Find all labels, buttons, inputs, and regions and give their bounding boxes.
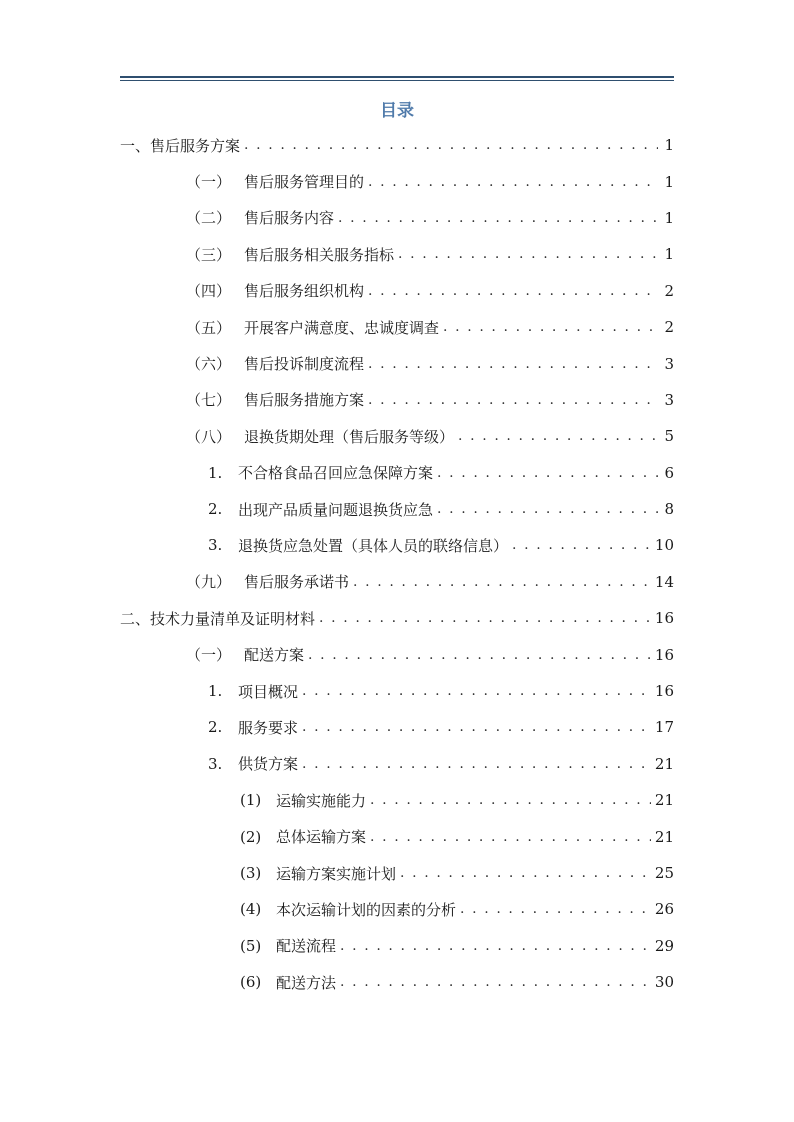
toc-entry[interactable] [120, 418, 674, 454]
toc-entry[interactable] [120, 818, 674, 854]
toc-title: 目录 [380, 101, 414, 121]
toc-entry-text: 供货方案 [238, 755, 299, 774]
toc-entry-number: 2. [208, 500, 223, 519]
toc-entry-page-number: 29 [654, 936, 674, 955]
toc-entry[interactable] [120, 855, 674, 891]
toc-entry-page-number: 25 [654, 864, 674, 882]
toc-leader-dots [443, 319, 658, 335]
table-of-contents [120, 127, 674, 1000]
toc-entry-page-number: 10 [654, 536, 674, 555]
toc-entry-text: 一、售后服务方案 [120, 136, 241, 155]
toc-entry-number: (5) [240, 936, 262, 955]
toc-entry[interactable] [120, 382, 674, 418]
toc-leader-dots [458, 428, 658, 444]
toc-entry[interactable] [120, 891, 674, 927]
toc-entry[interactable] [120, 564, 674, 600]
toc-entry-page-number: 1 [664, 172, 674, 191]
toc-entry-number: （七） [186, 391, 232, 410]
toc-leader-dots [398, 246, 658, 262]
toc-entry-page-number: 2 [664, 281, 674, 300]
toc-entry-number: （四） [186, 282, 232, 301]
toc-entry-number: （二） [186, 209, 232, 228]
header-rule-thick [120, 76, 674, 78]
toc-entry-page-number: 2 [664, 318, 674, 337]
toc-entry-page-number: 16 [654, 645, 674, 664]
toc-entry-number: (3) [240, 864, 262, 882]
toc-entry[interactable] [120, 636, 674, 672]
toc-leader-dots [512, 537, 651, 553]
toc-entry[interactable] [120, 309, 674, 345]
toc-entry-number: （八） [186, 427, 232, 446]
toc-entry-text: 售后服务承诺书 [244, 573, 350, 592]
toc-entry-text: 售后服务措施方案 [244, 391, 365, 410]
toc-entry-number: 3. [208, 754, 223, 773]
toc-entry-page-number: 21 [654, 754, 674, 773]
toc-entry-text: 出现产品质量问题退换货应急 [238, 500, 434, 519]
toc-entry[interactable] [120, 236, 674, 272]
toc-entry[interactable] [120, 600, 674, 636]
toc-entry-number: （一） [186, 173, 232, 192]
toc-entry-text: 运输方案实施计划 [276, 864, 397, 883]
toc-entry-page-number: 3 [664, 354, 674, 373]
toc-entry-text: 退换货应急处置（具体人员的联络信息） [238, 536, 509, 555]
toc-leader-dots [244, 137, 658, 153]
toc-entry[interactable] [120, 127, 674, 163]
toc-entry-text: 开展客户满意度、忠诚度调查 [244, 318, 440, 337]
toc-entry[interactable] [120, 709, 674, 745]
toc-entry[interactable] [120, 163, 674, 199]
toc-leader-dots [340, 974, 651, 990]
toc-entry[interactable] [120, 345, 674, 381]
toc-entry-page-number: 17 [654, 718, 674, 737]
toc-leader-dots [340, 938, 651, 954]
toc-entry-page-number: 14 [654, 572, 674, 591]
toc-entry[interactable] [120, 527, 674, 563]
toc-entry-number: (4) [240, 900, 262, 919]
toc-leader-dots [302, 683, 651, 699]
toc-entry-page-number: 16 [654, 609, 674, 628]
toc-entry-number: (6) [240, 973, 262, 992]
toc-entry-text: 运输实施能力 [276, 791, 367, 810]
toc-entry-page-number: 1 [664, 136, 674, 155]
toc-entry-number: 1. [208, 463, 223, 482]
toc-entry-page-number: 1 [664, 208, 674, 227]
toc-entry-text: 配送流程 [276, 937, 337, 956]
toc-entry-text: 本次运输计划的因素的分析 [276, 900, 457, 919]
toc-leader-dots [319, 610, 651, 626]
toc-entry-number: （一） [186, 646, 232, 665]
toc-leader-dots [338, 210, 658, 226]
toc-entry[interactable] [120, 491, 674, 527]
toc-entry-text: 总体运输方案 [276, 828, 367, 847]
toc-entry[interactable] [120, 273, 674, 309]
toc-entry-number: （六） [186, 355, 232, 374]
toc-leader-dots [400, 865, 651, 881]
toc-entry-number: 1. [208, 682, 223, 701]
toc-entry[interactable] [120, 455, 674, 491]
toc-leader-dots [353, 574, 651, 590]
toc-entry-page-number: 5 [664, 427, 674, 446]
toc-entry-text: 售后服务相关服务指标 [244, 245, 395, 264]
toc-entry-page-number: 21 [654, 791, 674, 810]
toc-entry-text: 售后服务管理目的 [244, 173, 365, 192]
header-rule-thin [120, 80, 674, 81]
toc-leader-dots [368, 283, 658, 299]
toc-entry-text: 配送方案 [244, 646, 305, 665]
toc-leader-dots [437, 465, 658, 481]
toc-entry-page-number: 6 [664, 463, 674, 482]
toc-entry-number: 2. [208, 718, 223, 737]
toc-leader-dots [368, 356, 658, 372]
toc-entry-number: (1) [240, 791, 262, 810]
toc-entry-text: 配送方法 [276, 973, 337, 992]
toc-entry-page-number: 30 [654, 973, 674, 992]
toc-entry-text: 退换货期处理（售后服务等级） [244, 427, 455, 446]
toc-leader-dots [437, 501, 658, 517]
toc-entry-page-number: 1 [664, 245, 674, 264]
toc-entry-page-number: 3 [664, 390, 674, 409]
toc-entry-text: 服务要求 [238, 718, 299, 737]
toc-entry-number: （五） [186, 318, 232, 337]
toc-entry-page-number: 8 [664, 500, 674, 519]
toc-entry-text: 售后投诉制度流程 [244, 355, 365, 374]
toc-entry-text: 售后服务内容 [244, 209, 335, 228]
toc-entry-text: 不合格食品召回应急保障方案 [238, 464, 434, 483]
toc-entry-number: 3. [208, 536, 223, 555]
toc-entry-text: 售后服务组织机构 [244, 282, 365, 301]
toc-leader-dots [368, 174, 658, 190]
toc-leader-dots [370, 792, 651, 808]
toc-entry[interactable] [120, 928, 674, 964]
toc-entry-page-number: 26 [654, 900, 674, 919]
toc-entry[interactable] [120, 964, 674, 1000]
toc-entry[interactable] [120, 200, 674, 236]
toc-entry-number: （三） [186, 245, 232, 264]
toc-entry[interactable] [120, 782, 674, 818]
toc-leader-dots [460, 901, 651, 917]
toc-entry-number: （九） [186, 573, 232, 592]
toc-leader-dots [302, 756, 651, 772]
toc-entry-number: (2) [240, 827, 262, 846]
toc-entry-text: 二、技术力量清单及证明材料 [120, 609, 316, 628]
toc-leader-dots [302, 719, 651, 735]
toc-leader-dots [308, 647, 651, 663]
toc-leader-dots [370, 829, 651, 845]
toc-entry[interactable] [120, 673, 674, 709]
toc-entry-page-number: 16 [654, 682, 674, 701]
toc-leader-dots [368, 392, 658, 408]
toc-entry-page-number: 21 [654, 827, 674, 846]
toc-entry-text: 项目概况 [238, 682, 299, 701]
toc-entry[interactable] [120, 746, 674, 782]
